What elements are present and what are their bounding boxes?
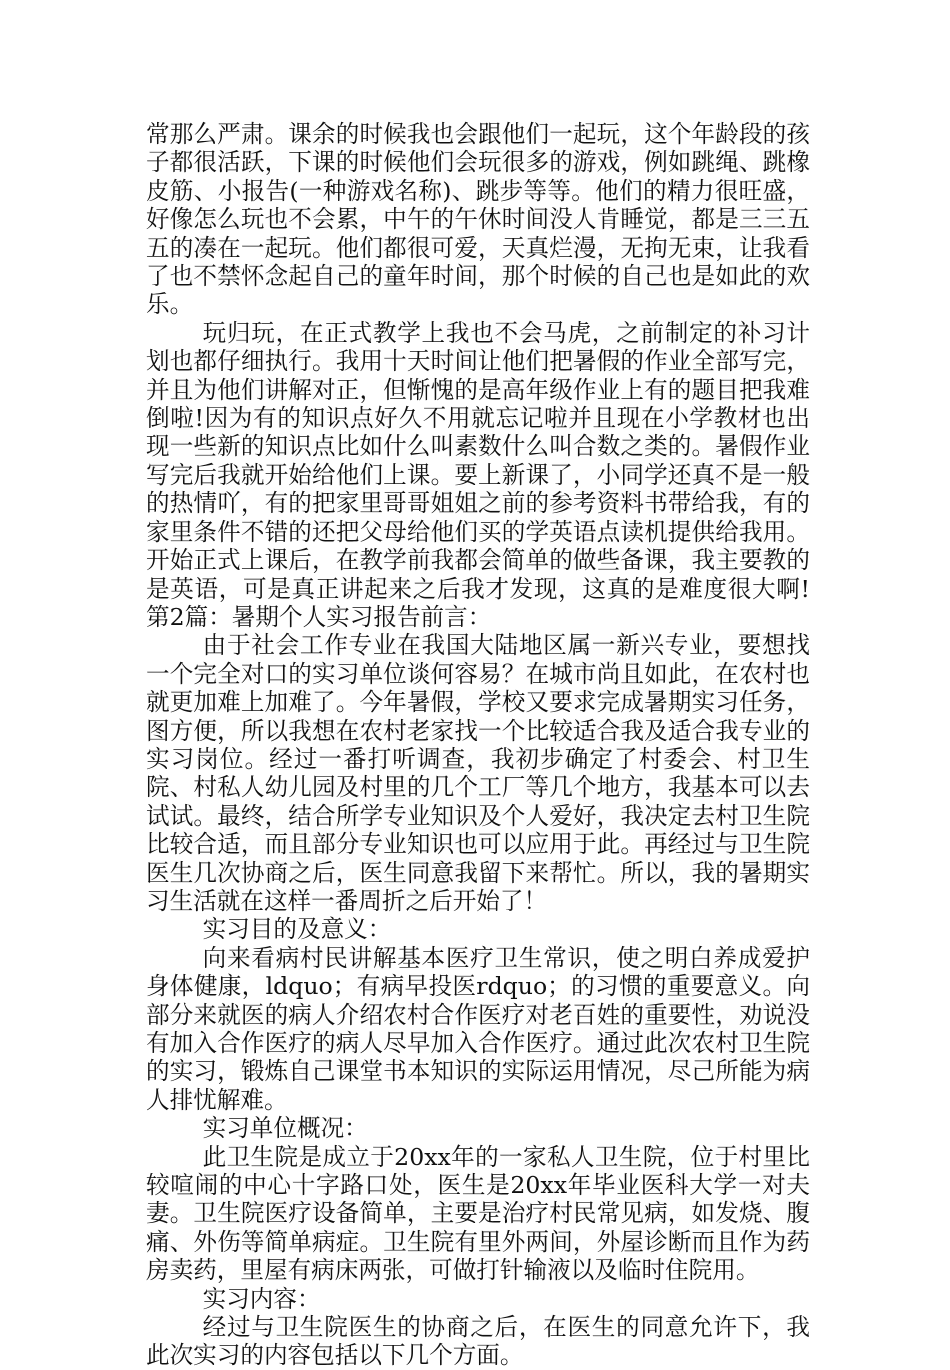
document-body bbox=[146, 120, 810, 1370]
paragraph-children-play: 常那么严肃。课余的时候我也会跟他们一起玩，这个年龄段的孩子都很活跃，下课的时候他们会玩很多的游戏，例如跳绳、跳橡皮筋、小报告(一种游戏名称)、跳步等等。他们的精力很旺盛，好像怎么玩也不会累，中午的午休时间没人肯睡觉，都是三三五五的凑在一起玩。他们都很可爱，天真烂漫，无拘无束，让我看了也不禁怀念起自己的童年时间，那个时候的自己也是如此的欢乐。 bbox=[146, 120, 810, 319]
section-heading-content: 实习内容： bbox=[202, 1284, 321, 1313]
section-heading-purpose: 实习目的及意义： bbox=[202, 915, 392, 944]
paragraph-content: 经过与卫生院医生的协商之后，在医生的同意允许下，我此次实习的内容包括以下几个方面。 bbox=[146, 1313, 810, 1370]
paragraph-unit-overview: 此卫生院是成立于20xx年的一家私人卫生院，位于村里比较喧闹的中心十字路口处，医生是20xx年毕业医科大学一对夫妻。卫生院医疗设备简单，主要是治疗村民常见病，如发烧、腹痛、外伤等简单病症。卫生院有里外两间，外屋诊断而且作为药房卖药，里屋有病床两张，可做打针输液以及临时住院用。 bbox=[146, 1142, 810, 1285]
paragraph-purpose: 向来看病村民讲解基本医疗卫生常识，使之明白养成爱护身体健康，ldquo；有病早投医rdquo；的习惯的重要意义。向部分来就医的病人介绍农村合作医疗对老百姓的重要性，劝说没有加入合作医疗的病人尽早加入合作医疗。通过此次农村卫生院的实习，锻炼自己课堂书本知识的实际运用情况，尽己所能为病人排忧解难。 bbox=[146, 943, 810, 1114]
paragraph-preface: 由于社会工作专业在我国大陆地区属一新兴专业，要想找一个完全对口的实习单位谈何容易？在城市尚且如此，在农村也就更加难上加难了。今年暑假，学校又要求完成暑期实习任务，图方便，所以我想在农村老家找一个比较适合我及适合我专业的实习岗位。经过一番打听调查，我初步确定了村委会、村卫生院、村私人幼儿园及村里的几个工厂等几个地方，我基本可以去试试。最终，结合所学专业知识及个人爱好，我决定去村卫生院比较合适，而且部分专业知识也可以应用于此。再经过与卫生院医生几次协商之后，医生同意我留下来帮忙。所以，我的暑期实习生活就在这样一番周折之后开始了！ bbox=[146, 631, 810, 915]
paragraph-teaching: 玩归玩，在正式教学上我也不会马虎，之前制定的补习计划也都仔细执行。我用十天时间让他们把暑假的作业全部写完，并且为他们讲解对正，但惭愧的是高年级作业上有的题目把我难倒啦!因为有的知识点好久不用就忘记啦并且现在小学教材也出现一些新的知识点比如什么叫素数什么叫合数之类的。暑假作业写完后我就开始给他们上课。要上新课了，小同学还真不是一般的热情吖，有的把家里哥哥姐姐之前的参考资料书带给我，有的家里条件不错的还把父母给他们买的学英语点读机提供给我用。开始正式上课后，在教学前我都会简单的做些备课，我主要教的是英语，可是真正讲起来之后我才发现，这真的是难度很大啊!第2篇：暑期个人实习报告前言： bbox=[146, 318, 810, 631]
section-heading-unit-overview: 实习单位概况： bbox=[202, 1114, 368, 1143]
